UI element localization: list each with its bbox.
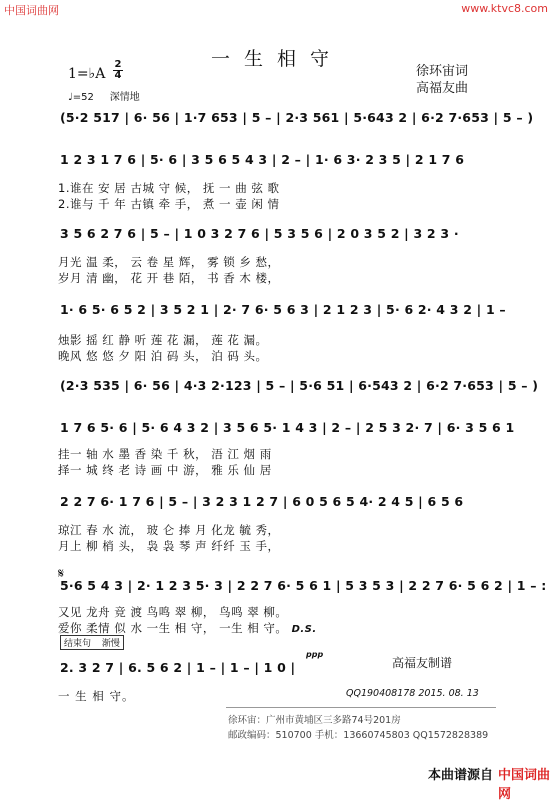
ending-label-text: 结束句 bbox=[64, 639, 92, 649]
lyric-line-8-v2 bbox=[58, 620, 317, 636]
notation-line-9: 2. 3 2 7 | 6. 5 6 2 | 1 – | 1 – | 1 0 | bbox=[60, 660, 296, 675]
watermark-right: www.ktvc8.com bbox=[461, 2, 548, 15]
score-maker: 高福友制谱 bbox=[392, 656, 453, 670]
notation-line-6: 1 7 6 5· 6 | 5· 6 4 3 2 | 3 5 6 5· 1 4 3 | 2 – | 2 5 3 2· 7 | 6· 3 5 6 1 bbox=[60, 420, 515, 435]
lyric-line-4-v2: 晚风 悠 悠 夕 阳 泊 码 头， 泊 码 头。 bbox=[58, 349, 268, 363]
notation-line-8: 5·6 5 4 3 | 2· 1 2 3 5· 3 | 2 2 7 6· 5 6 1 | 5 3 5 3 | 2 2 7 6· 5 6 2 | 1 – : bbox=[60, 578, 547, 593]
notation-line-2: 1 2 3 1 7 6 | 5· 6 | 3 5 6 5 4 3 | 2 – | 1· 6 3· 2 3 5 | 2 1 7 6 bbox=[60, 152, 465, 167]
lyric-line-4-v1: 烛影 摇 红 静 听 莲 花 漏， 莲 花 漏。 bbox=[58, 333, 268, 347]
notation-line-5: (2·3 535 | 6· 56 | 4·3 2·123 | 5 – | 5·6 51 | 6·543 2 | 6·2 7·653 | 5 – ) bbox=[60, 378, 539, 393]
lyric-line-6-v1: 挂一 轴 水 墨 香 染 千 秋， 浯 江 烟 雨 bbox=[58, 447, 272, 461]
contact-phone: 邮政编码：510700 手机：13660745803 QQ1572828389 bbox=[228, 730, 489, 741]
key-signature: 1=♭A bbox=[68, 66, 106, 82]
lyric-line-2-v1: 1.谁在 安 居 古城 守 候， 抚 一 曲 弦 歌 bbox=[58, 181, 280, 195]
lyric-line-7-v2: 月上 柳 梢 头， 袅 袅 琴 声 纤纤 玉 手， bbox=[58, 539, 280, 553]
lyric-line-2-v2: 2.谁与 千 年 古镇 牵 手， 煮 一 壶 闲 情 bbox=[58, 197, 280, 211]
footer-site-link[interactable]: 中国词曲网 bbox=[498, 768, 551, 802]
ending-dynamics: ppp bbox=[306, 650, 324, 659]
lyric-line-9: 一 生 相 守。 bbox=[58, 689, 135, 703]
score-info: QQ190408178 2015. 08. 13 bbox=[346, 688, 479, 699]
tempo-bpm: ♩=52 bbox=[68, 92, 94, 103]
composer-credit: 高福友曲 bbox=[416, 81, 469, 96]
lyric-line-8-v1: 又见 龙舟 竞 渡 鸟鸣 翠 柳， 鸟鸣 翠 柳。 bbox=[58, 605, 288, 619]
meter-bottom: 4 bbox=[114, 70, 122, 81]
segno-sign: 𝄋 bbox=[58, 566, 65, 582]
tempo-expression: 深情地 bbox=[109, 92, 140, 103]
lyric-line-3-v2: 岁月 清 幽， 花 开 巷 陌， 书 香 木 楼， bbox=[58, 271, 280, 285]
divider bbox=[226, 707, 496, 708]
tempo-marking bbox=[68, 88, 140, 103]
notation-line-4: 1· 6 5· 6 5 2 | 3 5 2 1 | 2· 7 6· 5 6 3 | 2 1 2 3 | 5· 6 2· 4 3 2 | 1 – bbox=[60, 302, 506, 317]
lyric-line-7-v1: 琼江 春 水 流， 玻 仑 捧 月 化龙 毓 秀， bbox=[58, 523, 280, 537]
footer-source: 本曲谱源自 bbox=[428, 768, 494, 783]
page-title: 一生相守 bbox=[210, 48, 343, 70]
time-signature bbox=[113, 60, 123, 81]
ending-label bbox=[60, 635, 124, 650]
meter-top: 2 bbox=[114, 59, 122, 70]
lyric-line-3-v1: 月光 温 柔， 云 卷 星 辉， 雾 锁 乡 愁， bbox=[58, 255, 280, 269]
notation-line-7: 2 2 7 6· 1 7 6 | 5 – | 3 2 3 1 2 7 | 6 0 5 6 5 4· 2 4 5 | 6 5 6 bbox=[60, 494, 464, 509]
ending-tempo: 渐慢 bbox=[101, 639, 120, 649]
dal-segno: D.S. bbox=[291, 624, 317, 635]
lyric-line-8-v2-text: 爱你 柔情 似 水 一生 相 守， 一生 相 守。 bbox=[58, 621, 288, 635]
contact-address: 徐环宙：广州市黄埔区三多路74号201房 bbox=[228, 715, 401, 726]
notation-line-3: 3 5 6 2 7 6 | 5 – | 1 0 3 2 7 6 | 5 3 5 6 | 2 0 3 5 2 | 3 2 3 · bbox=[60, 226, 459, 241]
watermark-left: 中国词曲网 bbox=[4, 4, 59, 17]
notation-line-1: (5·2 517 | 6· 56 | 1·7 653 | 5 – | 2·3 561 | 5·643 2 | 6·2 7·653 | 5 – ) bbox=[60, 110, 534, 125]
lyricist-credit: 徐环宙词 bbox=[416, 64, 469, 79]
lyric-line-6-v2: 择一 城 终 老 诗 画 中 游， 雅 乐 仙 居 bbox=[58, 463, 272, 477]
